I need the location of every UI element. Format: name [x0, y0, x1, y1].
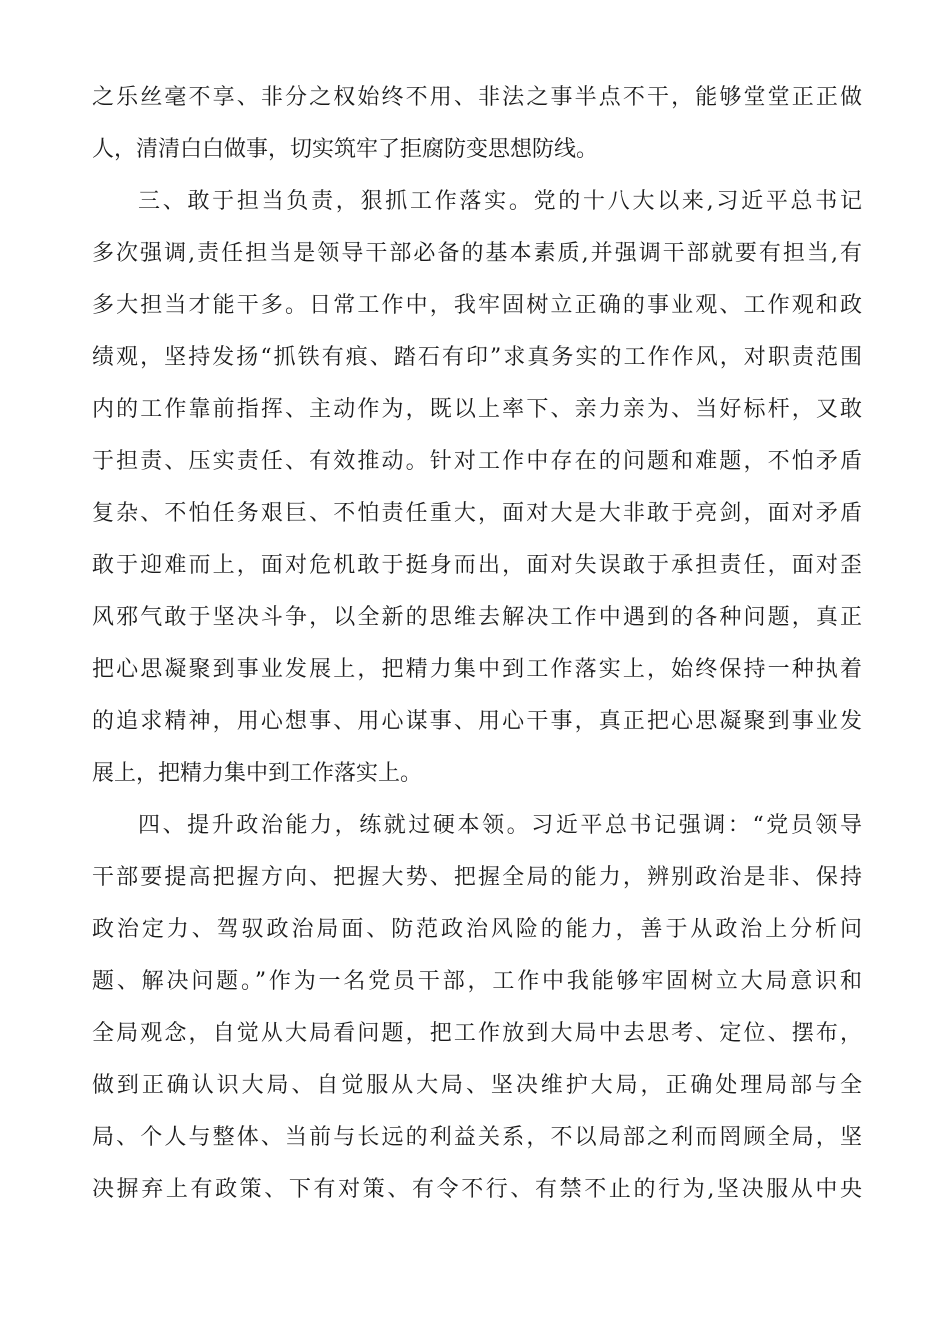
text-line: 把心思凝聚到事业发展上，把精力集中到工作落实上，始终保持一种执着 [92, 657, 862, 682]
text-line: 政治定力、驾驭政治局面、防范政治风险的能力，善于从政治上分析问 [92, 917, 862, 942]
text-line: 人，清清白白做事，切实筑牢了拒腐防变思想防线。 [92, 137, 599, 162]
document-body [92, 72, 862, 1216]
text-line: 绩观，坚持发扬“抓铁有痕、踏石有印”求真务实的工作作风，对职责范围 [92, 345, 862, 370]
text-line: 之乐丝毫不享、非分之权始终不用、非法之事半点不干，能够堂堂正正做 [92, 85, 862, 110]
text-line: 局、个人与整体、当前与长远的利益关系，不以局部之利而罔顾全局，坚 [92, 1125, 862, 1150]
text-line: 题、解决问题。”作为一名党员干部，工作中我能够牢固树立大局意识和 [92, 969, 862, 994]
text-line: 做到正确认识大局、自觉服从大局、坚决维护大局，正确处理局部与全 [92, 1073, 862, 1098]
paragraph-start-line: 四、提升政治能力，练就过硬本领。习近平总书记强调：“党员领导 [138, 813, 862, 838]
text-line: 风邪气敢于坚决斗争，以全新的思维去解决工作中遇到的各种问题，真正 [92, 605, 862, 630]
text-line: 干部要提高把握方向、把握大势、把握全局的能力，辨别政治是非、保持 [92, 865, 862, 890]
text-line: 展上，把精力集中到工作落实上。 [92, 761, 423, 786]
text-line: 的追求精神，用心想事、用心谋事、用心干事，真正把心思凝聚到事业发 [92, 709, 862, 734]
text-line: 于担责、压实责任、有效推动。针对工作中存在的问题和难题，不怕矛盾 [92, 449, 862, 474]
text-line: 内的工作靠前指挥、主动作为，既以上率下、亲力亲为、当好标杆，又敢 [92, 397, 862, 422]
text-line: 全局观念，自觉从大局看问题，把工作放到大局中去思考、定位、摆布， [92, 1021, 862, 1046]
text-line: 复杂、不怕任务艰巨、不怕责任重大，面对大是大非敢于亮剑，面对矛盾 [92, 501, 862, 526]
text-line: 敢于迎难而上，面对危机敢于挺身而出，面对失误敢于承担责任，面对歪 [92, 553, 862, 578]
text-line: 多次强调,责任担当是领导干部必备的基本素质,并强调干部就要有担当,有 [92, 241, 862, 266]
text-line: 多大担当才能干多。日常工作中，我牢固树立正确的事业观、工作观和政 [92, 293, 862, 318]
text-line: 决摒弃上有政策、下有对策、有令不行、有禁不止的行为,坚决服从中央 [92, 1177, 862, 1202]
paragraph-start-line: 三、敢于担当负责，狠抓工作落实。党的十八大以来,习近平总书记 [138, 189, 862, 214]
